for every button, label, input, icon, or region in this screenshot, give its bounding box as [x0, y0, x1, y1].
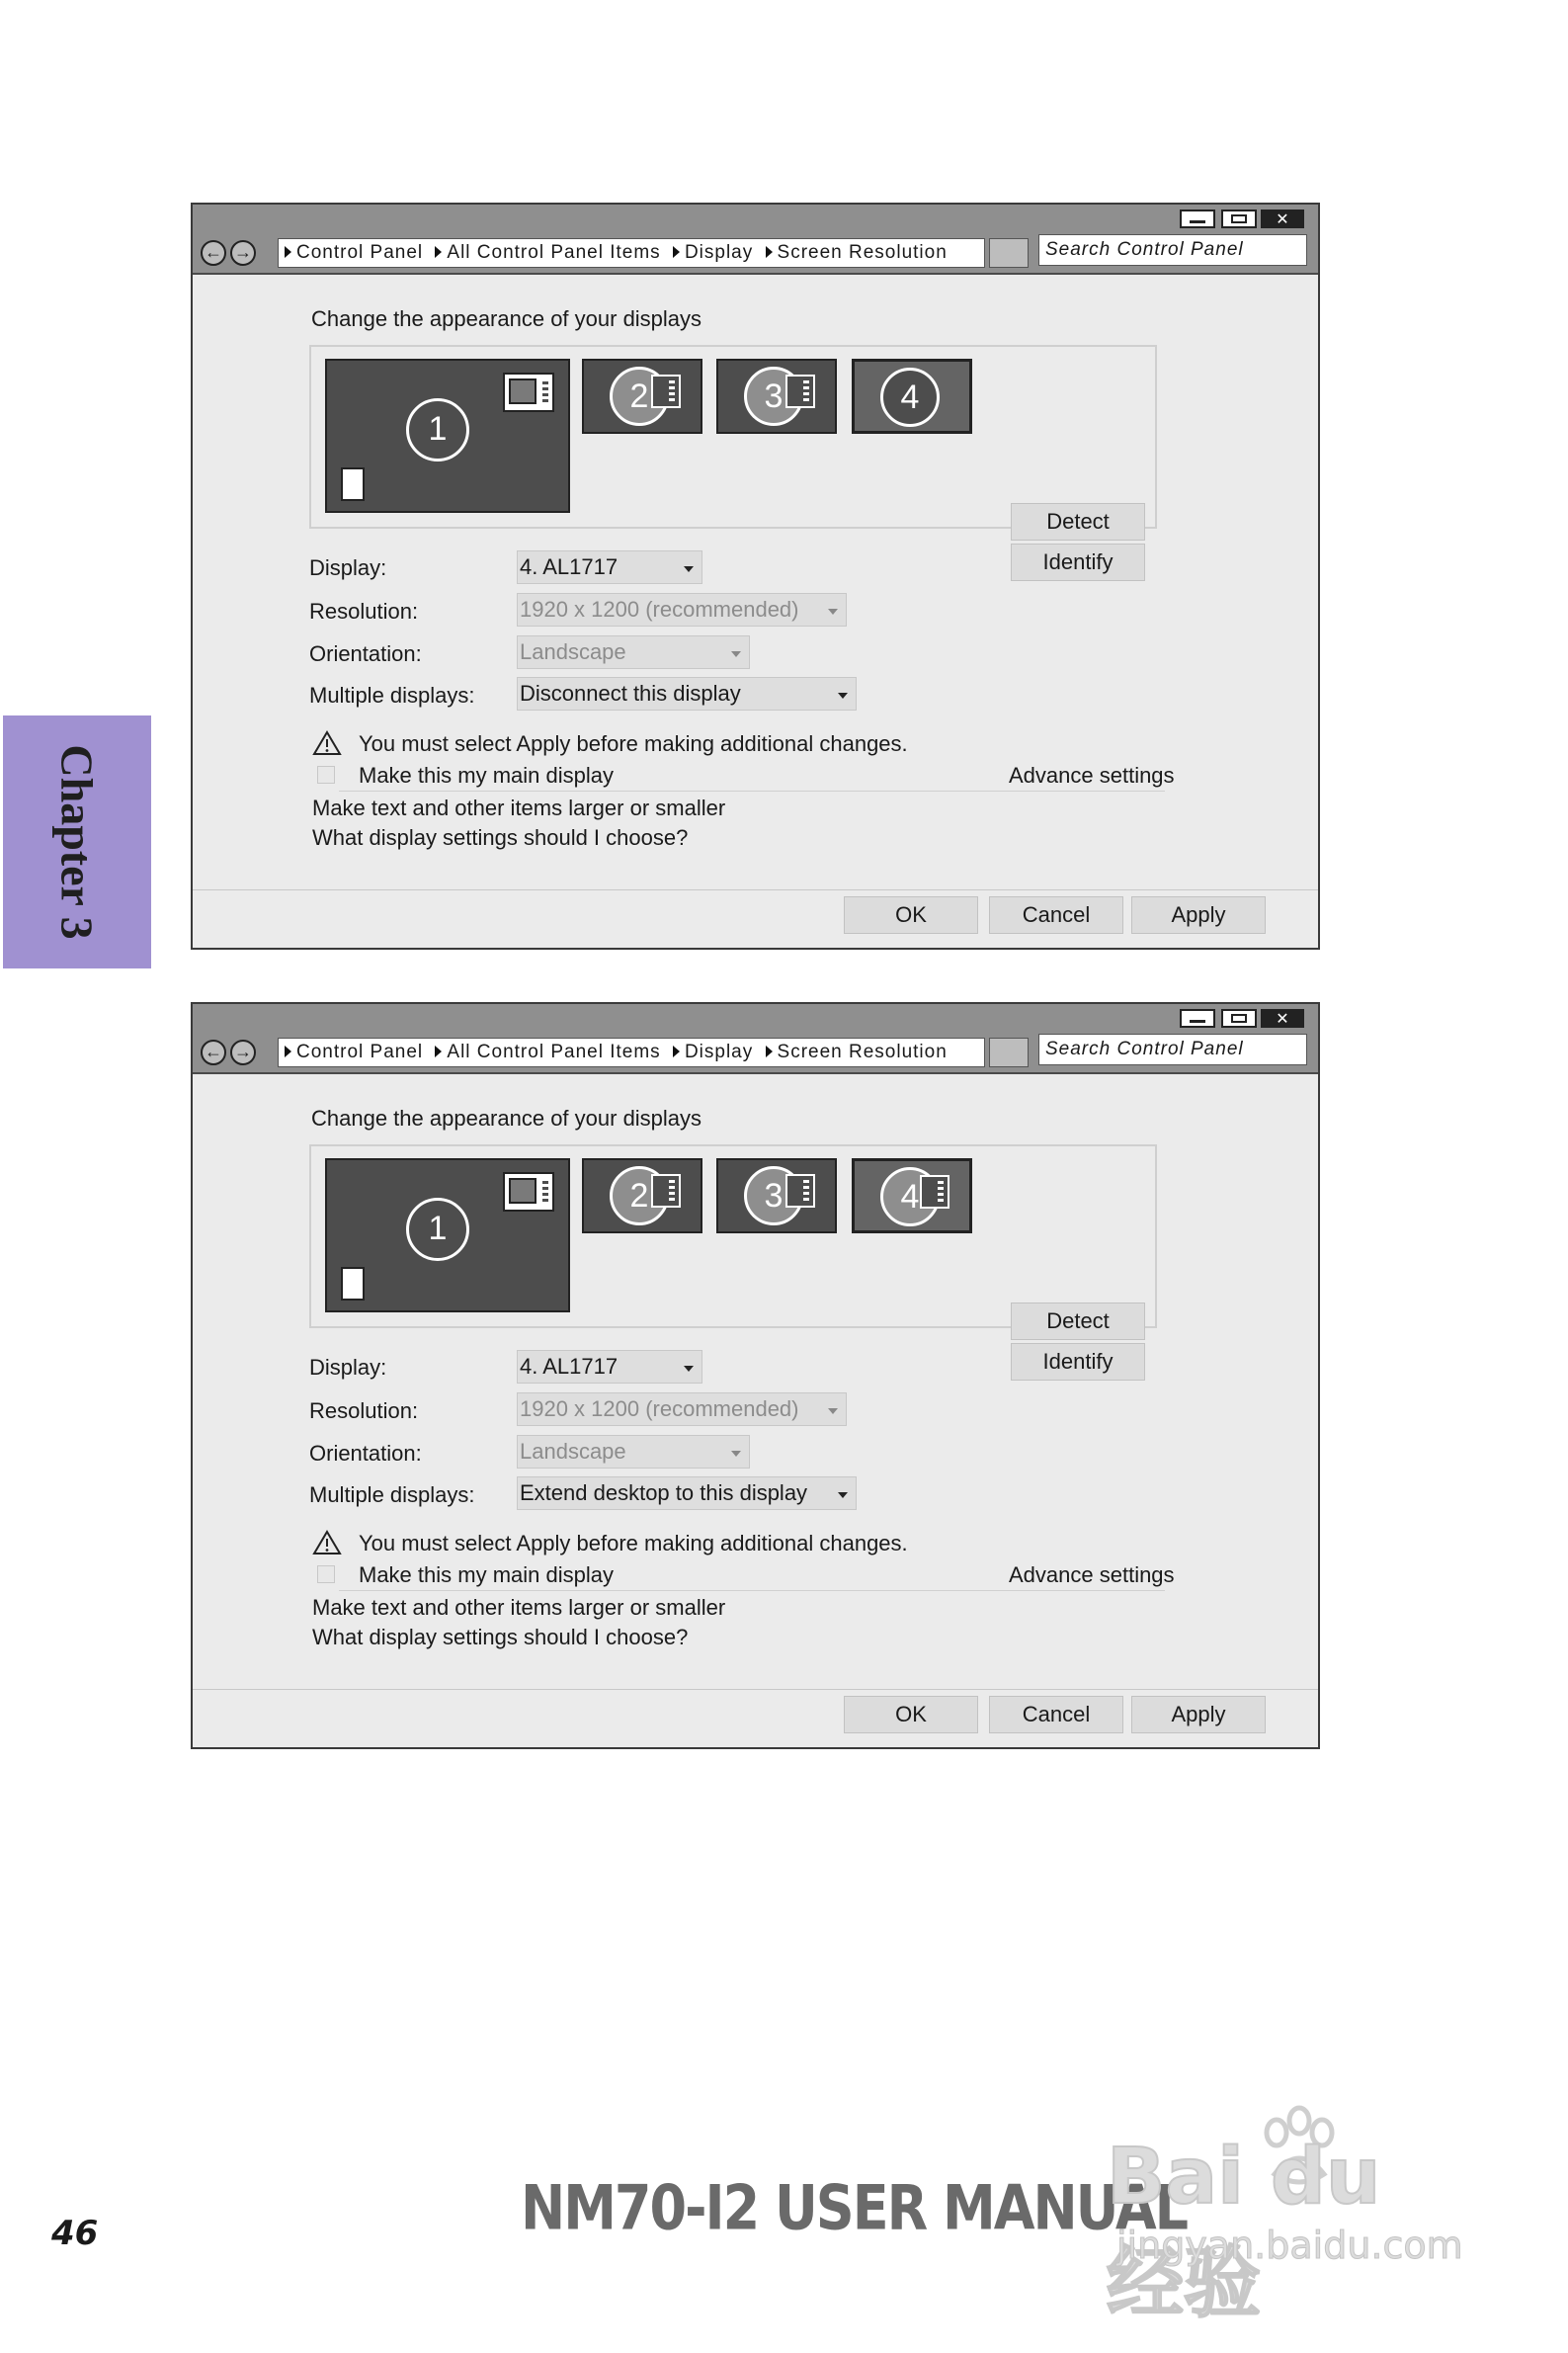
forward-arrow-icon[interactable]: → — [230, 240, 256, 266]
manual-title: NM70-I2 USER MANUAL — [521, 2172, 1188, 2244]
warning-icon — [312, 730, 342, 756]
monitor-number: 3 — [744, 1166, 803, 1225]
refresh-button[interactable] — [989, 1038, 1029, 1067]
display-label: Display: — [309, 555, 387, 580]
cancel-button[interactable]: Cancel — [989, 1696, 1123, 1733]
orientation-label: Orientation: — [309, 1441, 422, 1466]
chevron-down-icon — [684, 566, 694, 572]
multiple-displays-value: Disconnect this display — [520, 681, 741, 706]
multiple-displays-value: Extend desktop to this display — [520, 1480, 808, 1505]
multiple-displays-select[interactable] — [517, 1476, 857, 1510]
monitor-tower-icon — [785, 375, 815, 408]
advance-settings-link[interactable]: Advance settings — [1009, 1562, 1175, 1587]
text-size-link[interactable]: Make text and other items larger or smaller — [312, 796, 726, 820]
page-number: 46 — [51, 2214, 99, 2253]
help-link[interactable]: What display settings should I choose? — [312, 825, 689, 850]
chevron-down-icon — [828, 609, 838, 615]
monitor-number: 4 — [880, 1167, 940, 1226]
minimize-button[interactable] — [1180, 1009, 1215, 1028]
text-size-link[interactable]: Make text and other items larger or smaller — [312, 1595, 726, 1620]
help-link[interactable]: What display settings should I choose? — [312, 1625, 689, 1649]
monitor-2[interactable] — [582, 359, 702, 434]
cancel-button[interactable]: Cancel — [989, 896, 1123, 934]
monitor-tower-icon — [785, 1174, 815, 1208]
page-heading: Change the appearance of your displays — [311, 1106, 702, 1131]
maximize-button[interactable] — [1221, 210, 1257, 228]
start-block-icon — [341, 467, 365, 501]
monitor-1[interactable] — [325, 359, 570, 513]
screen-resolution-window-2 — [191, 1002, 1320, 1749]
chevron-down-icon — [838, 693, 848, 699]
apply-button[interactable]: Apply — [1131, 896, 1266, 934]
detect-button[interactable]: Detect — [1011, 503, 1145, 541]
watermark-logo-text: Bai du 经验 — [1107, 2133, 1381, 2328]
orientation-value: Landscape — [520, 1439, 626, 1464]
identify-button[interactable]: Identify — [1011, 1343, 1145, 1381]
display-label: Display: — [309, 1355, 387, 1380]
breadcrumb-all-items[interactable]: All Control Panel Items — [429, 242, 660, 263]
watermark-url: jingyan.baidu.com — [1116, 2224, 1463, 2267]
baidu-watermark — [1107, 2103, 1482, 2328]
taskbar-window-icon — [503, 1172, 554, 1212]
close-button[interactable] — [1261, 210, 1304, 228]
monitor-tower-icon — [651, 1174, 681, 1208]
warning-text: You must select Apply before making additional changes. — [359, 1531, 908, 1555]
main-display-checkbox[interactable] — [317, 766, 335, 784]
minimize-button[interactable] — [1180, 210, 1215, 228]
taskbar-window-icon — [503, 373, 554, 412]
button-bar — [193, 889, 1318, 948]
monitor-tower-icon — [651, 375, 681, 408]
chapter-tab — [3, 715, 151, 968]
warning-icon — [312, 1530, 342, 1555]
monitor-1[interactable] — [325, 1158, 570, 1312]
orientation-select[interactable] — [517, 635, 750, 669]
main-display-label: Make this my main display — [359, 1562, 614, 1587]
monitor-2[interactable] — [582, 1158, 702, 1233]
multiple-displays-label: Multiple displays: — [309, 683, 475, 708]
monitor-tower-icon — [920, 1175, 949, 1209]
breadcrumb-screen-resolution[interactable]: Screen Resolution — [760, 1042, 948, 1062]
monitor-number: 1 — [406, 398, 469, 462]
apply-button[interactable]: Apply — [1131, 1696, 1266, 1733]
address-bar[interactable] — [278, 238, 985, 268]
resolution-select[interactable] — [517, 1392, 847, 1426]
orientation-value: Landscape — [520, 639, 626, 664]
warning-text: You must select Apply before making additional changes. — [359, 731, 908, 756]
breadcrumb-display[interactable]: Display — [667, 1042, 753, 1062]
identify-button[interactable]: Identify — [1011, 544, 1145, 581]
chapter-label: Chapter 3 — [51, 744, 103, 940]
orientation-select[interactable] — [517, 1435, 750, 1469]
resolution-value: 1920 x 1200 (recommended) — [520, 597, 799, 622]
back-arrow-icon[interactable]: ← — [201, 240, 226, 266]
resolution-label: Resolution: — [309, 599, 419, 624]
breadcrumb-display[interactable]: Display — [667, 242, 753, 263]
close-button[interactable] — [1261, 1009, 1304, 1028]
monitor-4-selected[interactable] — [852, 1158, 972, 1233]
back-arrow-icon[interactable]: ← — [201, 1040, 226, 1065]
button-bar — [193, 1689, 1318, 1747]
breadcrumb-all-items[interactable]: All Control Panel Items — [429, 1042, 660, 1062]
multiple-displays-label: Multiple displays: — [309, 1482, 475, 1507]
address-bar[interactable] — [278, 1038, 985, 1067]
chevron-down-icon — [684, 1366, 694, 1372]
monitor-number: 3 — [744, 367, 803, 426]
title-bar — [193, 205, 1318, 275]
maximize-button[interactable] — [1221, 1009, 1257, 1028]
page-heading: Change the appearance of your displays — [311, 306, 702, 331]
monitor-3[interactable] — [716, 359, 837, 434]
resolution-label: Resolution: — [309, 1398, 419, 1423]
resolution-select[interactable] — [517, 593, 847, 627]
monitor-number: 1 — [406, 1198, 469, 1261]
multiple-displays-select[interactable] — [517, 677, 857, 711]
refresh-button[interactable] — [989, 238, 1029, 268]
monitor-number: 2 — [610, 1166, 669, 1225]
monitor-4-selected[interactable] — [852, 359, 972, 434]
orientation-label: Orientation: — [309, 641, 422, 666]
display-value: 4. AL1717 — [520, 1354, 619, 1379]
display-select[interactable] — [517, 1350, 702, 1384]
chevron-down-icon — [838, 1492, 848, 1498]
chevron-down-icon — [731, 1451, 741, 1457]
resolution-value: 1920 x 1200 (recommended) — [520, 1396, 799, 1421]
breadcrumb-screen-resolution[interactable]: Screen Resolution — [760, 242, 948, 263]
chevron-down-icon — [828, 1408, 838, 1414]
ok-button[interactable]: OK — [844, 896, 978, 934]
monitor-number: 2 — [610, 367, 669, 426]
divider — [339, 1590, 1165, 1591]
main-display-checkbox[interactable] — [317, 1565, 335, 1583]
start-block-icon — [341, 1267, 365, 1301]
breadcrumb-control-panel[interactable]: Control Panel — [279, 1042, 423, 1062]
detect-button[interactable]: Detect — [1011, 1303, 1145, 1340]
display-value: 4. AL1717 — [520, 554, 619, 579]
title-bar — [193, 1004, 1318, 1074]
advance-settings-link[interactable]: Advance settings — [1009, 763, 1175, 788]
chevron-down-icon — [731, 651, 741, 657]
forward-arrow-icon[interactable]: → — [230, 1040, 256, 1065]
monitor-3[interactable] — [716, 1158, 837, 1233]
ok-button[interactable]: OK — [844, 1696, 978, 1733]
main-display-label: Make this my main display — [359, 763, 614, 788]
screen-resolution-window-1 — [191, 203, 1320, 950]
search-input[interactable]: Search Control Panel — [1038, 234, 1307, 266]
display-select[interactable] — [517, 550, 702, 584]
breadcrumb-control-panel[interactable]: Control Panel — [279, 242, 423, 263]
search-input[interactable]: Search Control Panel — [1038, 1034, 1307, 1065]
monitor-number: 4 — [880, 368, 940, 427]
divider — [339, 791, 1165, 792]
